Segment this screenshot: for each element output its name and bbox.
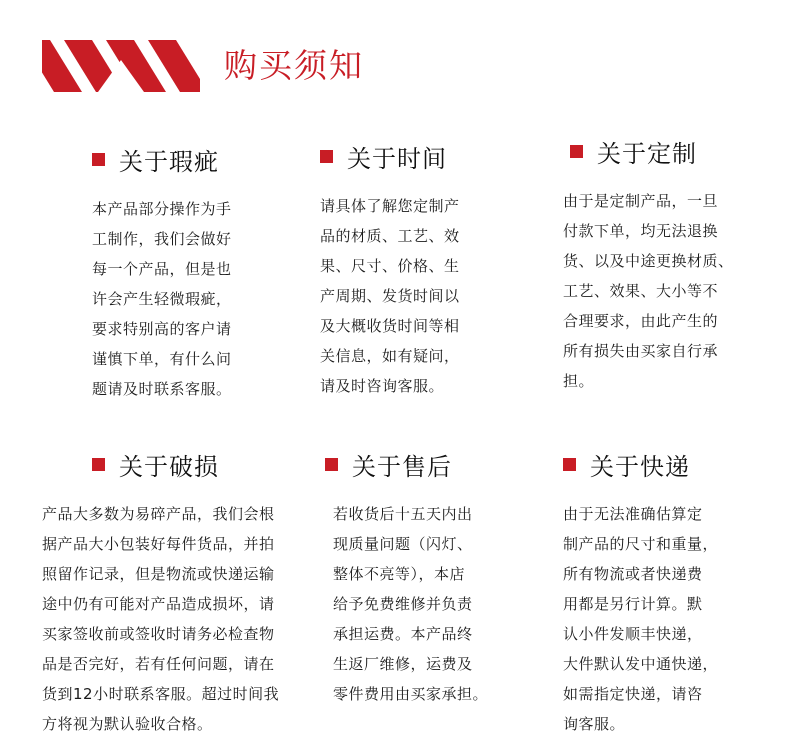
body-line: 现质量问题（闪灯、 (333, 535, 473, 553)
body-line: 承担运费。本产品终 (333, 625, 473, 643)
chevron-stripes-icon (42, 40, 200, 92)
page-title: 购买须知 (224, 46, 364, 85)
section-body (563, 499, 718, 739)
body-line: 方将视为默认验收合格。 (42, 715, 213, 733)
body-line: 品的材质、工艺、效 (320, 227, 460, 245)
section-title: 关于定制 (597, 139, 697, 168)
section-title: 关于售后 (352, 452, 452, 481)
body-line: 及大概收货时间等相 (320, 317, 460, 335)
section-title: 关于瑕疵 (119, 147, 219, 176)
body-line: 题请及时联系客服。 (92, 380, 232, 398)
body-line: 生返厂维修，运费及 (333, 655, 473, 673)
body-line: 许会产生轻微瑕疵， (92, 290, 232, 308)
body-line: 途中仍有可能对产品造成损坏，请 (42, 595, 275, 613)
body-line: 关信息，如有疑问， (320, 347, 460, 365)
body-line: 谨慎下单，有什么问 (92, 350, 232, 368)
body-line: 询客服。 (563, 715, 626, 733)
body-line: 产品大多数为易碎产品，我们会根 (42, 505, 275, 523)
section-title: 关于时间 (347, 144, 447, 173)
body-line: 货、以及中途更换材质、 (563, 252, 734, 270)
body-line: 付款下单，均无法退换 (563, 222, 719, 240)
body-line: 据产品大小包装好每件货品，并拍 (42, 535, 275, 553)
section-heading (563, 446, 718, 482)
body-line: 请具体了解您定制产 (320, 197, 460, 215)
body-line: 要求特别高的客户请 (92, 320, 232, 338)
body-line: 所有物流或者快递费 (563, 565, 703, 583)
body-line: 制产品的尺寸和重量， (563, 535, 719, 553)
body-line: 整体不亮等），本店 (333, 565, 466, 583)
body-line: 合理要求，由此产生的 (563, 312, 719, 330)
body-line: 本产品部分操作为手 (92, 200, 232, 218)
body-line: 认小件发顺丰快递， (563, 625, 703, 643)
body-line: 果、尺寸、价格、生 (320, 257, 460, 275)
body-line: 用都是另行计算。默 (563, 595, 703, 613)
body-line: 给予免费维修并负责 (333, 595, 473, 613)
square-bullet-icon (563, 458, 576, 471)
body-line: 零件费用由买家承担。 (333, 685, 489, 703)
body-line: 照留作记录，但是物流或快递运输 (42, 565, 275, 583)
body-line: 每一个产品，但是也 (92, 260, 232, 278)
body-line: 若收货后十五天内出 (333, 505, 473, 523)
body-line: 由于是定制产品，一旦 (563, 192, 719, 210)
square-bullet-icon (570, 145, 583, 158)
body-line: 所有损失由买家自行承 (563, 342, 719, 360)
body-line: 工艺、效果、大小等不 (563, 282, 719, 300)
section-custom (0, 133, 734, 396)
section-heading (570, 133, 734, 169)
section-delivery (0, 446, 718, 739)
body-line: 大件默认发中通快递， (563, 655, 719, 673)
section-title: 关于快递 (590, 452, 690, 481)
body-line: 买家签收前或签收时请务必检查物 (42, 625, 275, 643)
section-title: 关于破损 (119, 452, 219, 481)
section-body (563, 186, 734, 396)
body-line: 工制作，我们会做好 (92, 230, 232, 248)
body-line: 如需指定快递，请咨 (563, 685, 703, 703)
body-line: 担。 (563, 372, 595, 390)
body-line: 产周期、发货时间以 (320, 287, 460, 305)
body-line: 由于无法准确估算定 (563, 505, 703, 523)
body-line: 货到12小时联系客服。超过时间我 (42, 685, 280, 703)
body-line: 品是否完好，若有任何问题，请在 (42, 655, 275, 673)
body-line: 请及时咨询客服。 (320, 377, 445, 395)
